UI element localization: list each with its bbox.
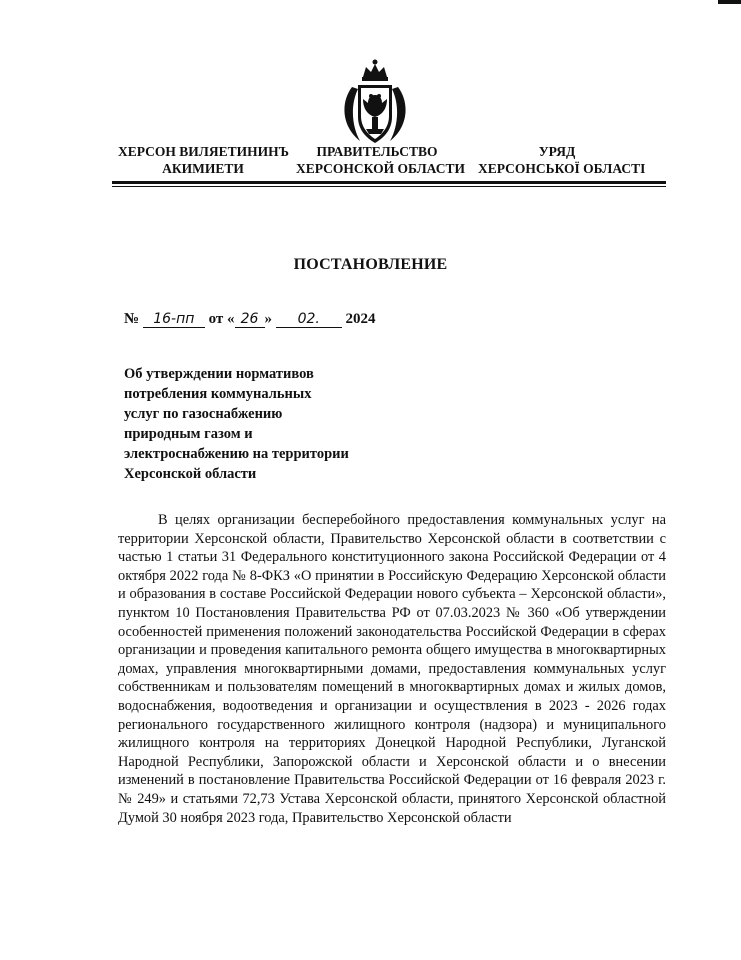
header-right-line-1: УРЯД xyxy=(538,144,576,159)
header-divider-thick xyxy=(112,181,666,184)
subject-line-6: Херсонской области xyxy=(124,466,257,482)
handwritten-day: 26 xyxy=(235,311,265,328)
handwritten-month: 02. xyxy=(276,311,342,328)
document-subject xyxy=(124,364,349,484)
header-middle-line-1: ПРАВИТЕЛЬСТВО xyxy=(316,144,438,159)
header-russian xyxy=(296,143,465,177)
date-from-label: от « xyxy=(208,311,235,327)
subject-line-3: услуг по газоснабжению xyxy=(124,406,283,422)
document-year: 2024 xyxy=(345,311,376,327)
header-divider-thin xyxy=(112,186,666,187)
body-paragraph: В целях организации бесперебойного предоставления коммунальных услуг на территории Херсонской области, Правительство Херсонской области в соответствии с частью 1 статьи 31 Федерального конституционного закона Российской Федерации от 4 октября 2022 года № 8-ФКЗ «О принятии в Российскую Федерацию Херсонской области и образования в составе Российской Федерации нового субъекта – Херсонской области», пунктом 10 Постановления Правительства РФ от 07.03.2023 № 360 «Об утверждении особенностей применения положений законодательства Российской Федерации в сферах организации и проведения капитального ремонта общего имущества в многоквартирных домах, управления многоквартирными домами, предоставления коммунальных услуг собственникам и пользователям помещений в многоквартирных домах и жилых домов, водоснабжения, водоотведения и организации и осуществления в 2023 - 2026 годах регионального государственного жилищного контроля (надзора) и муниципального жилищного контроля на территориях Донецкой Народной Республики, Луганской Народной Республики, Запорожской области и Херсонской области и о внесении изменений в постановление Правительства Российской Федерации от 16 февраля 2023 г. № 249» и статьями 72,73 Устава Херсонской области, принятого Херсонской областной Думой 30 ноября 2023 года, Правительство Херсонской области xyxy=(118,512,666,826)
header-right-line-2: ХЕРСОНСЬКОЇ ОБЛАСТІ xyxy=(478,161,646,176)
header-left-line-1: ХЕРСОН ВИЛЯЕТИНИНЪ xyxy=(118,144,289,159)
subject-line-2: потребления коммунальных xyxy=(124,386,312,402)
number-sign: № xyxy=(124,311,140,327)
kherson-coat-of-arms-icon xyxy=(330,55,420,150)
subject-line-5: электроснабжению на территории xyxy=(124,446,349,462)
date-quote-close: » xyxy=(264,311,272,327)
header-middle-line-2: ХЕРСОНСКОЙ ОБЛАСТИ xyxy=(296,161,465,176)
subject-line-4: природным газом и xyxy=(124,426,253,442)
header-left-line-2: АКИМИЕТИ xyxy=(162,161,244,176)
header-ukrainian xyxy=(478,143,646,177)
subject-line-1: Об утверждении нормативов xyxy=(124,366,314,382)
header-crimean-tatar xyxy=(118,143,288,177)
document-number-line xyxy=(124,311,376,328)
scan-corner-mark xyxy=(718,0,741,4)
document-type-title: ПОСТАНОВЛЕНИЕ xyxy=(293,256,448,273)
handwritten-number: 16-пп xyxy=(143,311,205,328)
